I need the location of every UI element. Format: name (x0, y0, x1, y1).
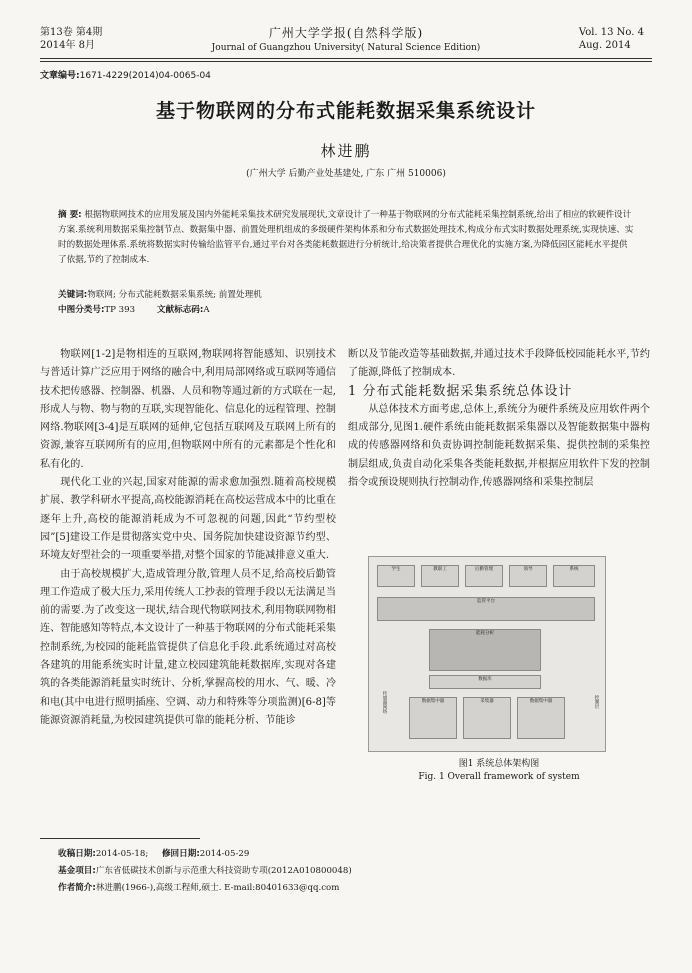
article-number-value: 1671-4229(2014)04-0065-04 (79, 71, 211, 81)
revised-date: 2014-05-29 (199, 849, 250, 859)
keywords-text: 物联网; 分布式能耗数据采集系统; 前置处理机 (87, 290, 262, 300)
figure-node: 监管平台 (377, 597, 595, 621)
figure-node: 后勤管理 (465, 565, 503, 587)
received-date: 2014-05-18; (95, 849, 149, 859)
figure-side-label: 控制层 (594, 695, 599, 709)
left-column (40, 346, 336, 730)
doc-code-value: A (203, 305, 210, 315)
journal-title-cn: 广州大学学报(自然科学版) (268, 26, 424, 40)
figure-node: 系统 (553, 565, 595, 587)
class-label: 中图分类号: (58, 305, 105, 315)
bio-label: 作者简介: (58, 883, 96, 893)
footnote-dates (58, 846, 658, 863)
article-number-label: 文章编号: (40, 71, 80, 81)
body-paragraph: 断以及节能改造等基础数据,并通过技术手段降低校园能耗水平,节约了能源,降低了控制成本. (348, 349, 650, 379)
date-en: Aug. 2014 (578, 40, 631, 51)
header-rule (40, 58, 652, 59)
journal-volume-en (579, 26, 644, 52)
figure-node: 数据集中器 (517, 697, 565, 739)
journal-title (170, 24, 522, 53)
keywords-label: 关键词: (58, 290, 88, 300)
figure-side-label: 传感器网络 (382, 690, 387, 714)
figure-caption-cn: 图1 系统总体架构图 (458, 759, 540, 769)
class-value: TP 393 (104, 305, 136, 315)
revised-label: 修回日期: (161, 849, 200, 859)
journal-title-en: Journal of Guangzhou University( Natural Science Edition) (211, 43, 481, 53)
fund-label: 基金项目: (58, 866, 96, 876)
section-heading: 1 分布式能耗数据采集系统总体设计 (348, 383, 573, 399)
figure-node: 采集器 (463, 697, 511, 739)
journal-volume-issue (40, 26, 102, 52)
footnotes (58, 846, 658, 897)
figure-caption-en: Fig. 1 Overall framework of system (418, 772, 580, 782)
body-paragraph: 现代化工业的兴起,国家对能源的需求愈加强烈.随着高校规模扩展、教学科研水平提高,高校能源消耗在高校运营成本中的比重在逐年上升,高校的能源消耗成为不可忽视的问题,因此“节约型校园”[5]建设工作是贯彻落实党中央、国务院加快建设资源节约型、环境友好型社会的一项重要举措,对整个国家的节能减排意义重大. (40, 477, 336, 562)
figure-node: 能耗分析 (429, 629, 541, 671)
vol-no-en: Vol. 13 No. 4 (578, 27, 644, 38)
abstract-text: 根据物联网技术的应用发展及国内外能耗采集技术研究发展现状,文章设计了一种基于物联网的分布式能耗采集控制系统,给出了相应的软硬件设计方案.系统利用数据采集控制节点、数据集中器、前置处理机组成的多级硬件架构体系和分布式数据处理技术,构成分布式实时数据处理系统,实现快速、实时的数据处理体系.系统将数据实时传输给监管平台,通过平台对各类能耗数据进行分析统计,给决策者提供合理优化的实施方案,为降低园区能耗水平提供了依据,节约了控制成本. (58, 210, 634, 265)
fund-text: 广东省低碳技术创新与示范重大科技资助专项(2012A010800048) (95, 866, 352, 876)
figure-node: 领导 (509, 565, 547, 587)
keywords (58, 288, 636, 300)
body-paragraph: 从总体技术方面考虑,总体上,系统分为硬件系统及应用软件两个组成部分,见图1.硬件系统由能耗数据采集器以及智能数据集中器构成的传感器网络和负责协调控制能耗数据采集、提供控制的采集控制层组成,负责自动化采集各类能耗数据,并根据应用软件下发的控制指令或预设规则执行控制动作,传感器网络和采集控制层 (348, 403, 650, 489)
footnote-bio (58, 880, 658, 897)
abstract (58, 208, 636, 268)
figure-node: 数据库 (429, 675, 541, 689)
body-paragraph: 物联网[1-2]是物相连的互联网,物联网将智能感知、识别技术与普适计算广泛应用于网络的融合中,利用局部网络或互联网等通信技术把传感器、控制器、机器、人员和物等通过新的方式联在一起,形成人与物、物与物的互联,实现智能化、信息化的远程管理、控制网络.物联网[3-4]是互联网的延伸,它包括互联网及互联网上所有的资源,兼容互联网所有的应用,但物联网中所有的元素都是个性化和私有化的. (40, 349, 336, 470)
figure-node: 教职工 (421, 565, 459, 587)
received-label: 收稿日期: (58, 849, 96, 859)
article-number (40, 68, 211, 81)
date-text: 2014年 8月 (40, 40, 95, 51)
system-architecture-figure (368, 556, 606, 752)
classification (58, 303, 636, 315)
body-paragraph: 由于高校规模扩大,造成管理分散,管理人员不足,给高校后勤管理工作造成了极大压力,采用传统人工抄表的管理手段以无法满足当前的需要.为了改变这一现状,结合现代物联网技术,利用物联网物相连、智能感知等特点,本文设计了一种基于物联网的分布式能耗采集控制系统,为校园的能耗监管提供了信息化手段.此系统通过对高校各建筑的用能系统实时计量,建立校园建筑能耗数据库,实现对各建筑的各类能源消耗量实时统计、分析,掌握高校的用水、气、暖、冷和电(其中电进行照明插座、空调、动力和特殊等分项监测)[6-8]等能源资源消耗量,为校园建筑提供可靠的能耗分析、节能诊 (40, 568, 336, 726)
abstract-label: 摘 要: (58, 210, 82, 220)
volume-issue-text: 第13卷 第4期 (40, 27, 103, 38)
figure-node: 学生 (377, 565, 415, 587)
paper-title: 基于物联网的分布式能耗数据采集系统设计 (155, 100, 536, 122)
figure-node: 数据集中器 (409, 697, 457, 739)
author-name: 林进鹏 (320, 142, 372, 160)
header-rule-thin (40, 61, 652, 62)
bio-text: 林进鹏(1966-),高级工程师,硕士. E-mail:80401633@qq.com (95, 883, 340, 893)
footnote-fund (58, 863, 658, 880)
affiliation: (广州大学 后勤产业处基建处, 广东 广州 510006) (246, 169, 446, 179)
doc-code-label: 文献标志码: (156, 305, 204, 315)
footnote-rule (40, 838, 200, 839)
right-column (348, 346, 650, 492)
